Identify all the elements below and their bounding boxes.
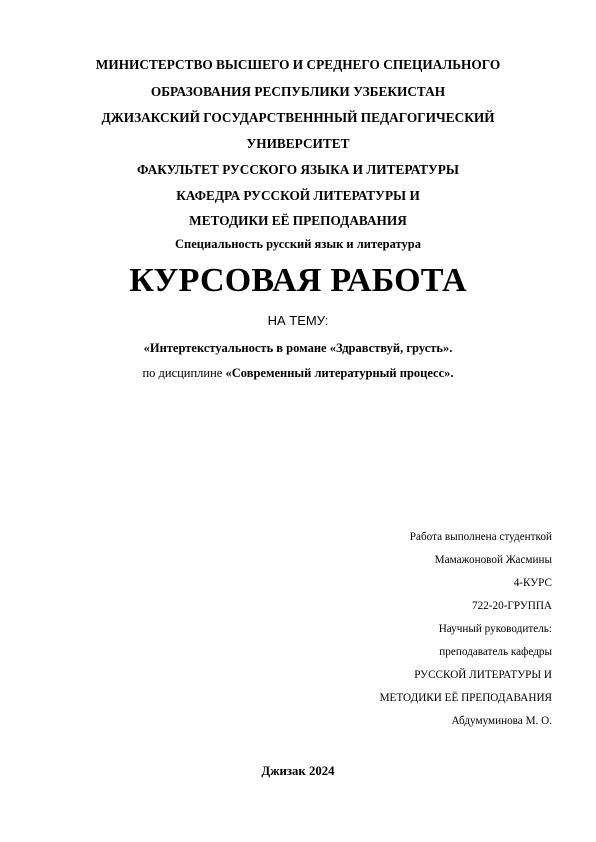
subtitle: НА ТЕМУ: — [267, 313, 329, 328]
author-line: Работа выполнена студенткой — [409, 531, 552, 543]
discipline-name: «Современный литературный процесс». — [225, 366, 454, 380]
author-line: МЕТОДИКИ ЕЁ ПРЕПОДАВАНИЯ — [379, 692, 552, 704]
topic-text: «Интертекстуальность в романе «Здравствуй, грусть». — [143, 341, 453, 355]
author-line: 4-КУРС — [513, 577, 552, 589]
topic-line — [0, 341, 596, 356]
city-year: Джизак 2024 — [261, 764, 335, 778]
department-line-1: КАФЕДРА РУССКОЙ ЛИТЕРАТУРЫ И — [176, 188, 420, 203]
university-line-1: ДЖИЗАКСКИЙ ГОСУДАРСТВЕНННЫЙ ПЕДАГОГИЧЕСКИЙ — [101, 110, 495, 125]
author-line: преподаватель кафедры — [439, 646, 552, 658]
faculty-line: ФАКУЛЬТЕТ РУССКОГО ЯЗЫКА И ЛИТЕРАТУРЫ — [137, 162, 459, 177]
ministry-line-2: ОБРАЗОВАНИЯ РЕСПУБЛИКИ УЗБЕКИСТАН — [150, 84, 446, 99]
page-title: КУРСОВАЯ РАБОТА — [129, 262, 467, 299]
ministry-line-1: МИНИСТЕРСТВО ВЫСШЕГО И СРЕДНЕГО СПЕЦИАЛЬНОГО — [95, 57, 501, 72]
author-line: Научный руководитель: — [438, 623, 552, 635]
discipline-line — [0, 366, 596, 381]
university-line-2: УНИВЕРСИТЕТ — [246, 136, 350, 151]
discipline-prefix: по дисциплине — [142, 366, 226, 380]
department-line-2: МЕТОДИКИ ЕЁ ПРЕПОДАВАНИЯ — [189, 213, 407, 228]
author-line: Мамажоновой Жасмины — [434, 554, 552, 566]
specialty-line: Специальность русский язык и литература — [175, 237, 421, 251]
author-line: 722-20-ГРУППА — [472, 600, 552, 612]
author-line: Абдумуминова М. О. — [451, 715, 552, 727]
author-line: РУССКОЙ ЛИТЕРАТУРЫ И — [414, 669, 552, 681]
